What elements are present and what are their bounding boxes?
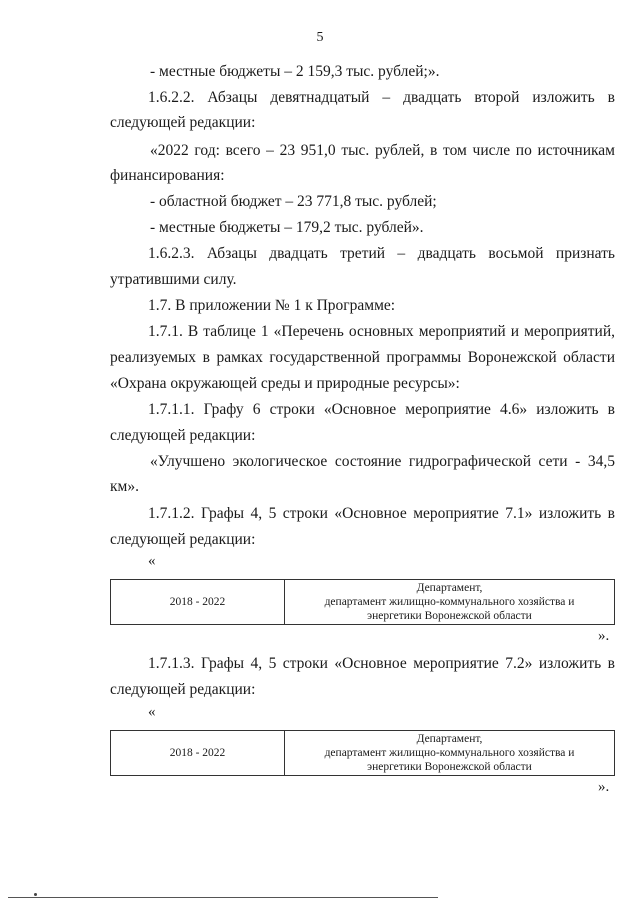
footer-rule bbox=[8, 897, 438, 898]
quote-close: ». bbox=[598, 779, 610, 795]
table-cell-department bbox=[285, 731, 614, 775]
text-line: - местные бюджеты – 179,2 тыс. рублей». bbox=[150, 219, 424, 236]
table-row bbox=[110, 730, 615, 776]
table-cell-period: 2018 - 2022 bbox=[111, 580, 285, 624]
department-line: энергетики Воронежской области bbox=[367, 761, 532, 773]
quote-close: ». bbox=[598, 628, 610, 644]
department-line: Департамент, bbox=[416, 733, 483, 745]
table-row bbox=[110, 579, 615, 625]
text-line: 1.6.2.3. Абзацы двадцать третий – двадцать восьмой признать bbox=[148, 245, 615, 262]
text-line: 1.7.1. В таблице 1 «Перечень основных мероприятий и мероприятий, bbox=[148, 323, 615, 340]
page-number: 5 bbox=[316, 30, 324, 45]
text-line: следующей редакции: bbox=[110, 681, 256, 698]
quote-open: « bbox=[148, 704, 156, 720]
text-line: утратившими силу. bbox=[110, 271, 237, 288]
text-line: следующей редакции: bbox=[110, 114, 256, 131]
department-line: энергетики Воронежской области bbox=[367, 610, 532, 622]
table-cell-period: 2018 - 2022 bbox=[111, 731, 285, 775]
quote-open: « bbox=[148, 553, 156, 569]
department-line: Департамент, bbox=[416, 582, 483, 594]
text-line: 1.7. В приложении № 1 к Программе: bbox=[148, 297, 396, 314]
table-cell-department bbox=[285, 580, 614, 624]
text-line: 1.6.2.2. Абзацы девятнадцатый – двадцать второй изложить в bbox=[148, 89, 615, 106]
text-line: 1.7.1.2. Графы 4, 5 строки «Основное мероприятие 7.1» изложить в bbox=[148, 505, 615, 522]
department-line: департамент жилищно-коммунального хозяйства и bbox=[324, 747, 575, 759]
department-line: департамент жилищно-коммунального хозяйства и bbox=[324, 596, 575, 608]
text-line: - местные бюджеты – 2 159,3 тыс. рублей;». bbox=[150, 63, 440, 80]
text-line: 1.7.1.3. Графы 4, 5 строки «Основное мероприятие 7.2» изложить в bbox=[148, 655, 615, 672]
text-line: км». bbox=[110, 478, 139, 495]
text-line: «Охрана окружающей среды и природные ресурсы»: bbox=[110, 375, 460, 392]
text-line: финансирования: bbox=[110, 167, 225, 184]
text-line: «Улучшено экологическое состояние гидрографической сети - 34,5 bbox=[150, 453, 615, 470]
footer-mark bbox=[34, 893, 37, 896]
text-line: следующей редакции: bbox=[110, 531, 256, 548]
text-line: реализуемых в рамках государственной программы Воронежской области bbox=[110, 349, 615, 366]
text-line: - областной бюджет – 23 771,8 тыс. рублей; bbox=[150, 193, 437, 210]
text-line: следующей редакции: bbox=[110, 427, 256, 444]
text-line: 1.7.1.1. Графу 6 строки «Основное мероприятие 4.6» изложить в bbox=[148, 401, 615, 418]
text-line: «2022 год: всего – 23 951,0 тыс. рублей, в том числе по источникам bbox=[150, 142, 615, 159]
